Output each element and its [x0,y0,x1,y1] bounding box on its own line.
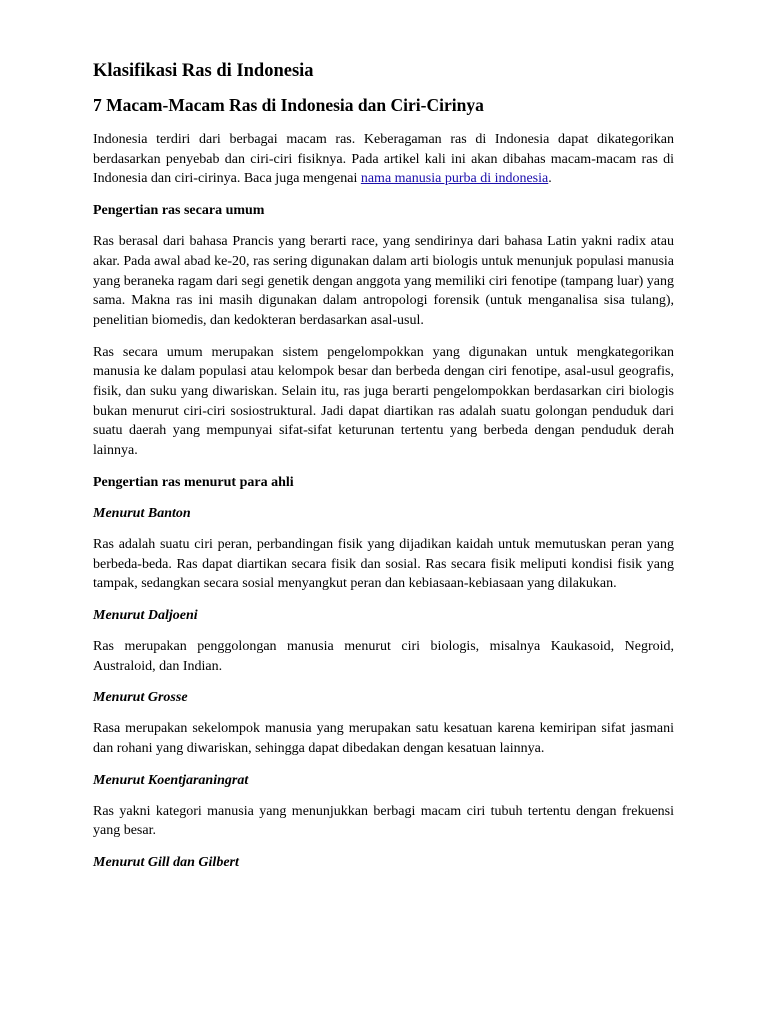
section-heading-ahli: Pengertian ras menurut para ahli [93,474,294,490]
expert-text-daljoeni: Ras merupakan penggolongan manusia menurut ciri biologis, misalnya Kaukasoid, Negroid, Australoid, dan Indian. [93,638,674,674]
expert-heading-grosse: Menurut Grosse [93,690,188,706]
section-heading-umum: Pengertian ras secara umum [93,203,265,219]
umum-paragraph-2: Ras secara umum merupakan sistem pengelompokkan yang digunakan untuk mengkategorikan manusia ke dalam populasi atau kelompok besar dan berbeda dengan ciri fenotipe, asal-usul geografis, fisik, dan suku yang diwariskan. Selain itu, ras juga berarti pengelompokkan berdasarkan ciri biologis bukan menurut ciri-ciri sosiostruktural. Jadi dapat diartikan ras adalah suatu golongan penduduk dari suatu daerah yang mempunyai sifat-sifat keturunan tertentu yang berbeda dengan penduduk derah lainnya. [93,344,674,459]
intro-text: Indonesia terdiri dari berbagai macam ras. Keberagaman ras di Indonesia dapat dikategorikan berdasarkan penyebab dan ciri-ciri fisiknya. Pada artikel kali ini akan dibahas macam-macam ras di Indonesia dan ciri-cirinya. Baca juga mengenai [93,132,674,187]
expert-text-koentjaraningrat: Ras yakni kategori manusia yang menunjukkan berbagi macam ciri tubuh tertentu dengan frekuensi yang besar. [93,803,674,839]
intro-paragraph [93,130,674,189]
umum-paragraph-1: Ras berasal dari bahasa Prancis yang berarti race, yang sendirinya dari bahasa Latin yakni radix atau akar. Pada awal abad ke-20, ras sering digunakan dalam arti biologis untuk menunjuk populasi manusia yang beraneka ragam dari segi genetik dengan anggota yang memiliki ciri fenotipe (tampang luar) yang sama. Makna ras ini masih digunakan dalam antropologi forensik (untuk menganalisa sisa tulang), penelitian biomedis, dan kedokteran berdasarkan asal-usul. [93,234,674,328]
document-page [93,58,674,884]
document-subtitle: 7 Macam-Macam Ras di Indonesia dan Ciri-Cirinya [93,95,484,115]
expert-text-banton: Ras adalah suatu ciri peran, perbandingan fisik yang dijadikan kaidah untuk memutuskan peran yang berbeda-beda. Ras dapat diartikan secara fisik dan sosial. Ras secara fisik meliputi kondisi fisik yang tampak, sedangkan secara sosial menyangkut peran dan kebiasaan-kebiasaan yang dilakukan. [93,536,674,592]
expert-heading-banton: Menurut Banton [93,505,191,521]
document-title: Klasifikasi Ras di Indonesia [93,61,314,81]
expert-heading-gill-gilbert: Menurut Gill dan Gilbert [93,855,239,871]
expert-heading-koentjaraningrat: Menurut Koentjaraningrat [93,772,249,788]
expert-heading-daljoeni: Menurut Daljoeni [93,607,198,623]
intro-text-end: . [548,171,552,187]
expert-text-grosse: Rasa merupakan sekelompok manusia yang merupakan satu kesatuan karena kemiripan sifat jasmani dan rohani yang diwariskan, sehingga dapat dibedakan dengan kesatuan lainnya. [93,721,674,757]
manusia-purba-link[interactable]: nama manusia purba di indonesia [360,171,549,187]
